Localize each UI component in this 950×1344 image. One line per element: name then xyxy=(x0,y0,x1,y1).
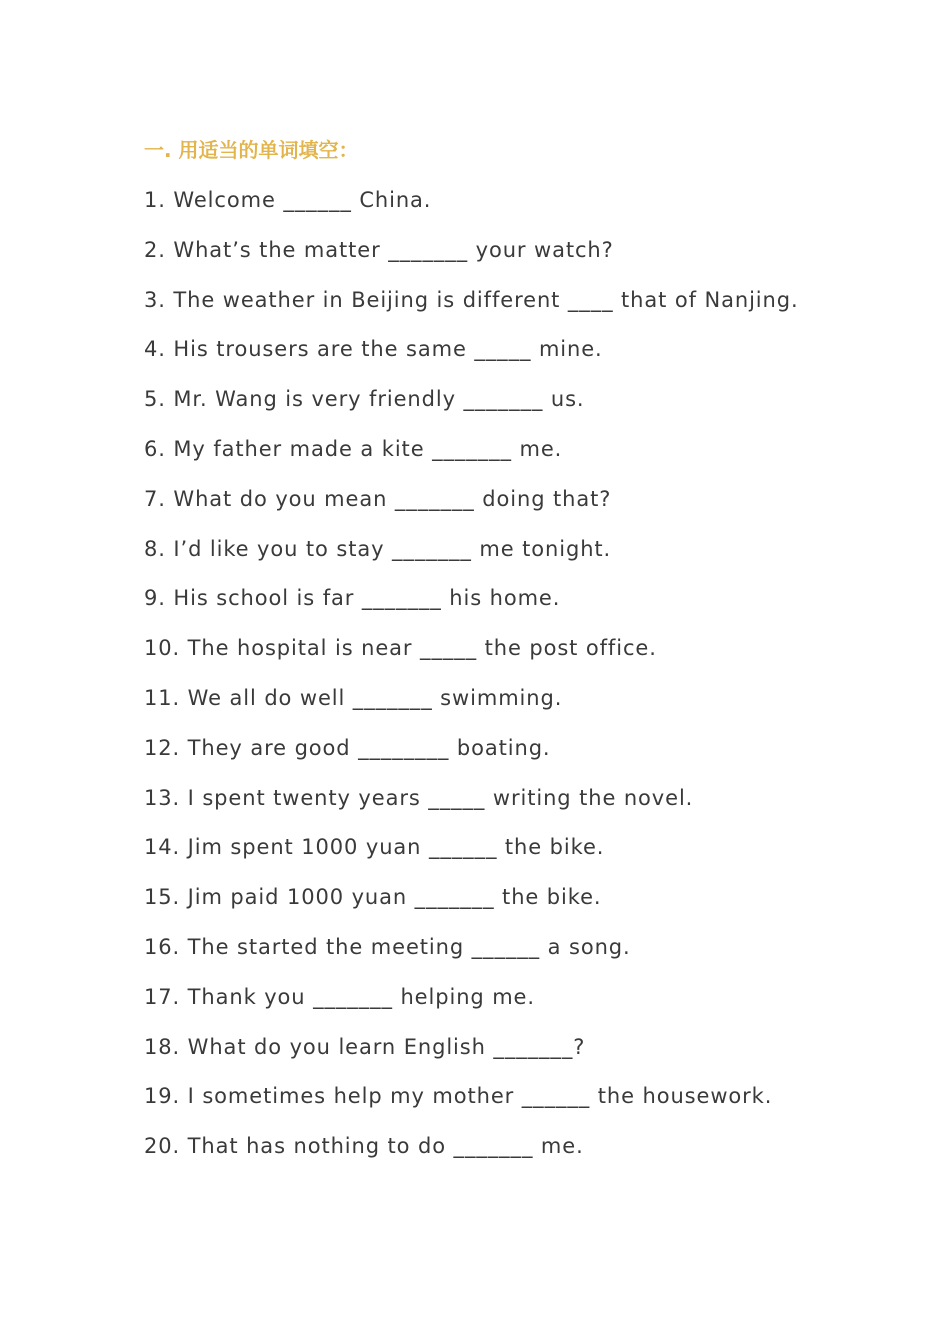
exercise-item: 15. Jim paid 1000 yuan _______ the bike. xyxy=(144,885,602,910)
exercise-item: 18. What do you learn English _______? xyxy=(144,1034,586,1059)
exercise-item: 4. His trousers are the same _____ mine. xyxy=(144,337,603,362)
exercise-item: 11. We all do well _______ swimming. xyxy=(144,685,563,710)
worksheet xyxy=(144,124,806,1172)
exercise-item: 2. What’s the matter _______ your watch? xyxy=(144,237,614,262)
exercise-item: 8. I’d like you to stay _______ me tonight. xyxy=(144,536,612,561)
exercise-item: 1. Welcome ______ China. xyxy=(144,188,432,212)
exercise-item: 9. His school is far _______ his home. xyxy=(144,586,561,611)
exercise-item: 12. They are good ________ boating. xyxy=(144,735,551,760)
exercise-item: 3. The weather in Beijing is different ____ that of Nanjing. xyxy=(144,287,799,312)
exercise-item: 13. I spent twenty years _____ writing the novel. xyxy=(144,785,694,810)
exercise-item: 6. My father made a kite _______ me. xyxy=(144,436,563,461)
exercise-item: 19. I sometimes help my mother ______ the housework. xyxy=(144,1084,773,1109)
exercise-item: 10. The hospital is near _____ the post office. xyxy=(144,636,657,661)
section-heading: 一. 用适当的单词填空： xyxy=(144,138,359,162)
exercise-item: 5. Mr. Wang is very friendly _______ us. xyxy=(144,387,585,412)
exercise-item: 16. The started the meeting ______ a song. xyxy=(144,934,631,959)
exercise-item: 14. Jim spent 1000 yuan ______ the bike. xyxy=(144,835,605,860)
exercise-item: 17. Thank you _______ helping me. xyxy=(144,984,535,1009)
exercise-item: 7. What do you mean _______ doing that? xyxy=(144,486,612,511)
exercise-item: 20. That has nothing to do _______ me. xyxy=(144,1134,584,1159)
